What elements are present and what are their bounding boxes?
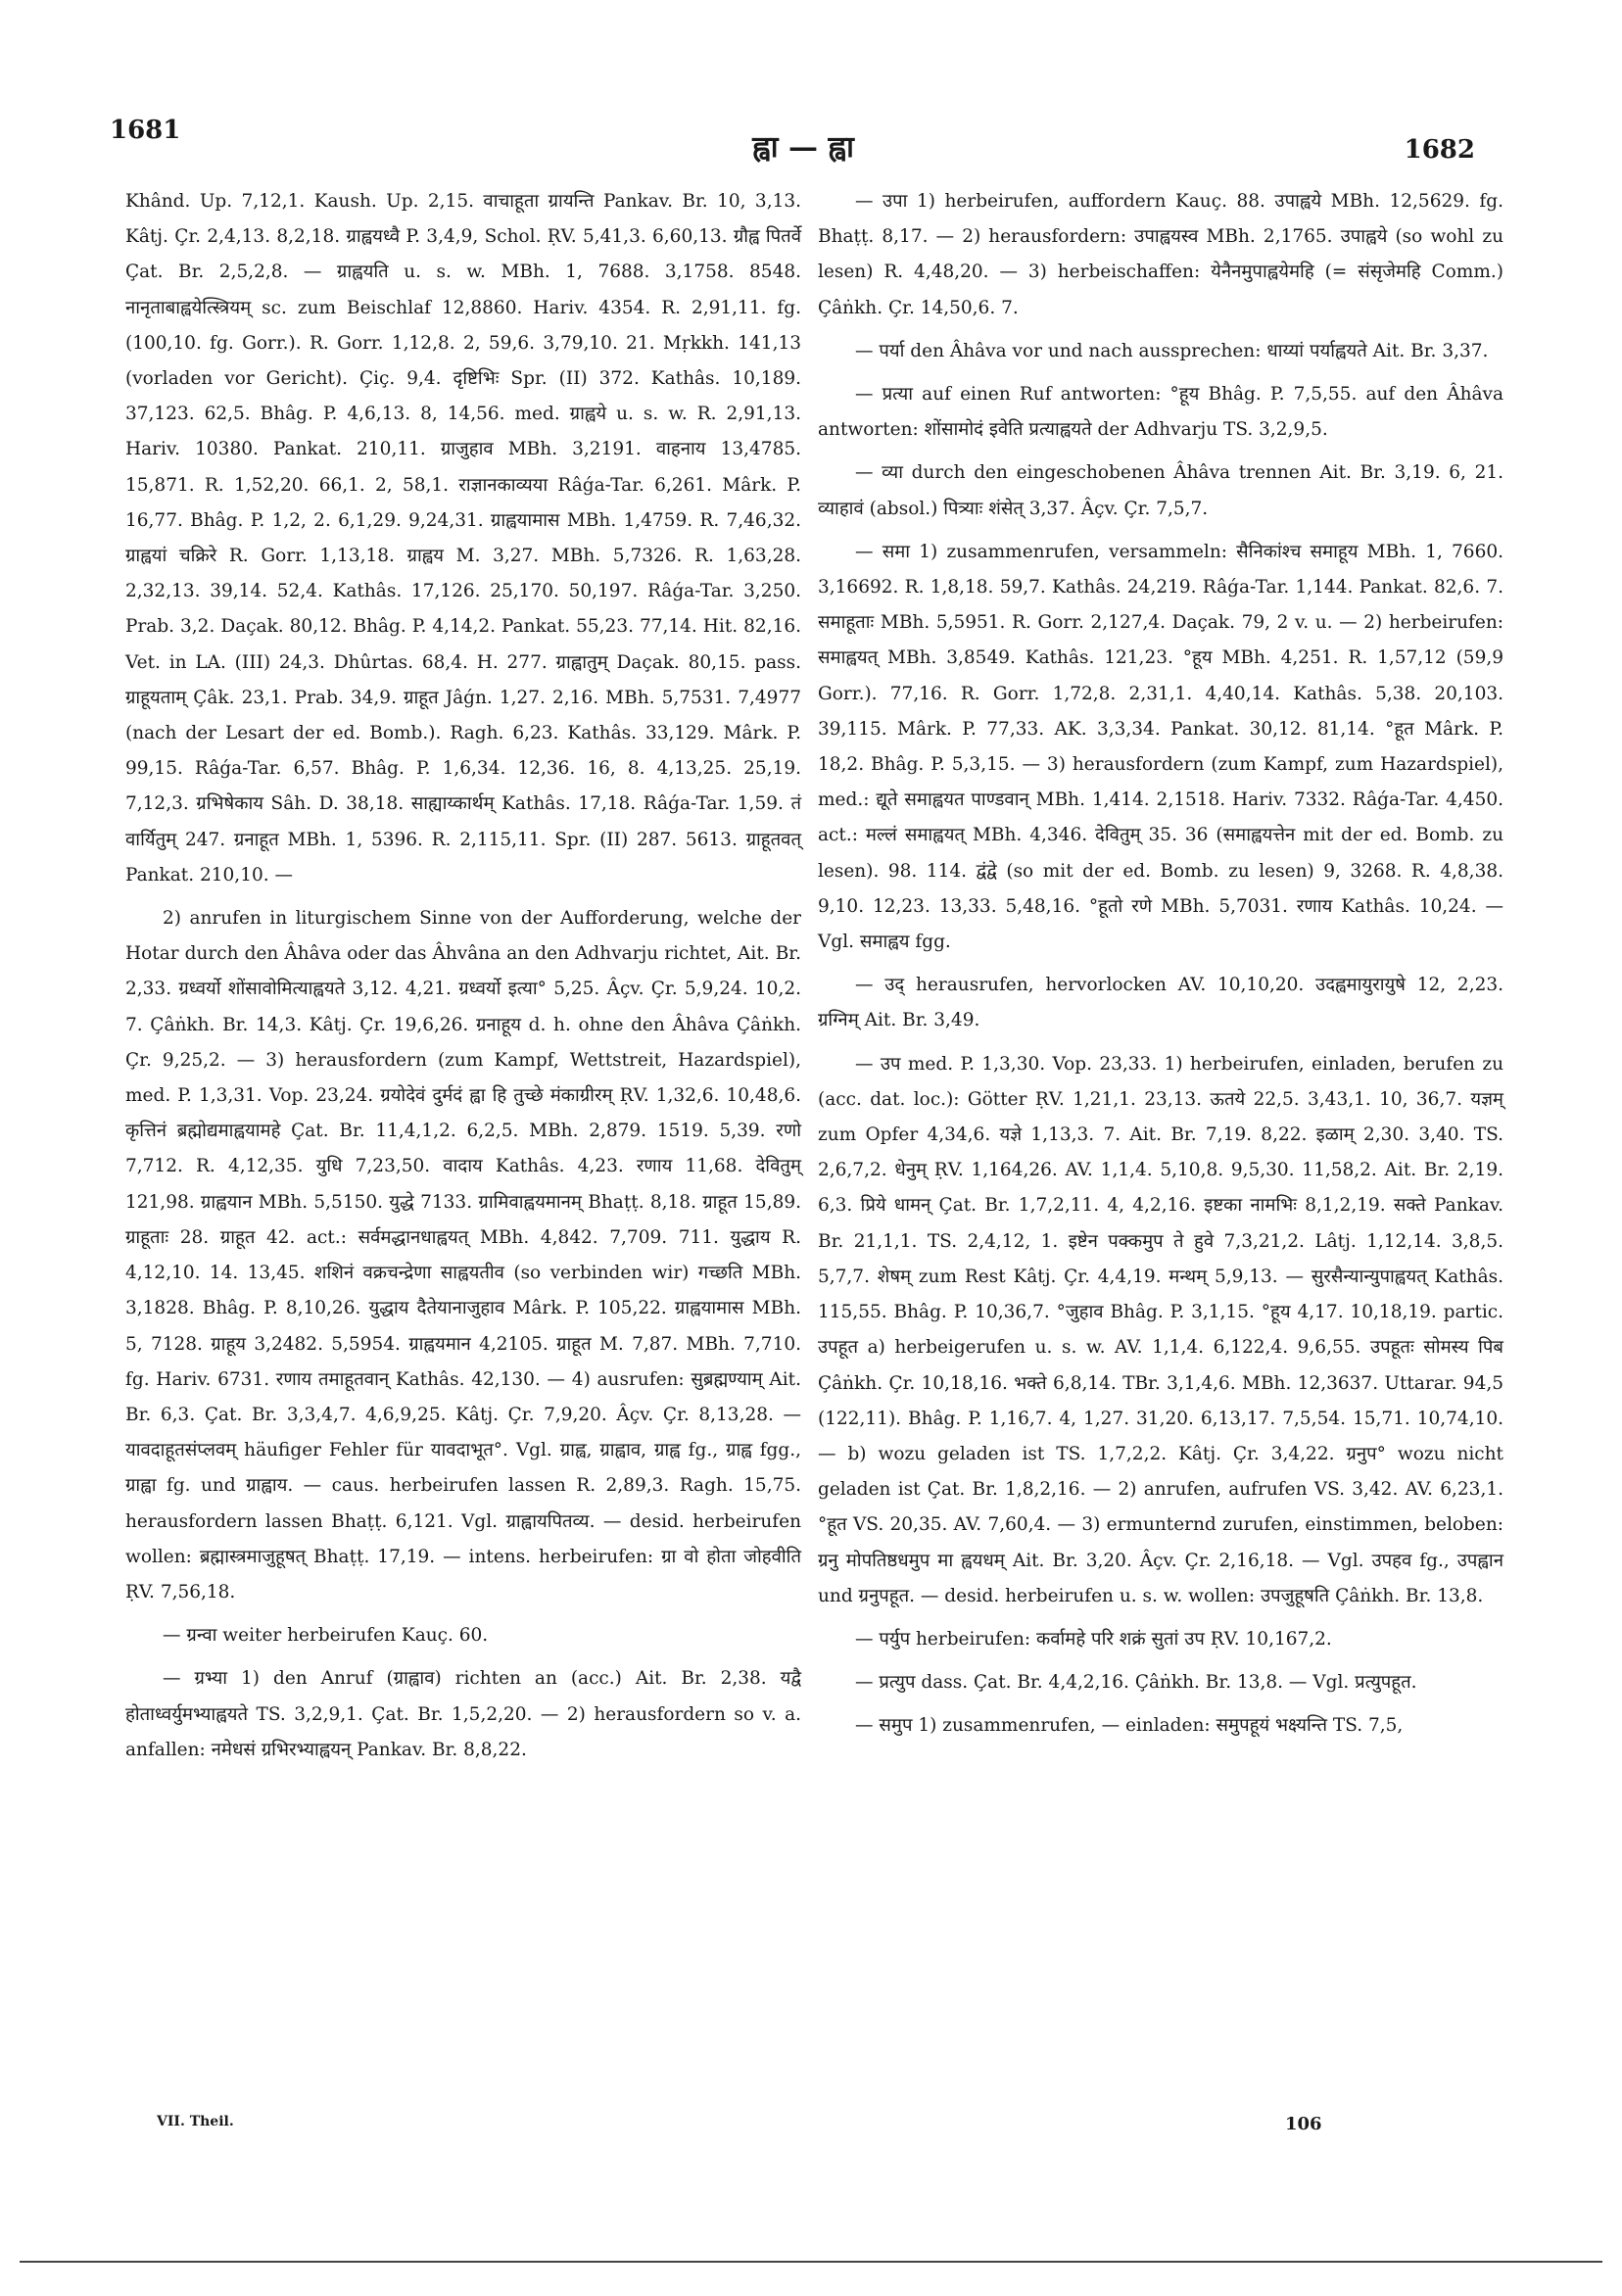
right-column [818, 184, 1503, 1752]
bottom-rule [20, 2261, 1602, 2263]
left-page-number: 1681 [110, 116, 181, 145]
dictionary-paragraph: — समा 1) zusammenrufen, versammeln: सैनिकांश्च समाहूय MBh. 1, 7660. 3,16692. R. 1,8,18. 59,7. Kathâs. 24,219. Râǵa-Tar. 1,144. Pankat. 82,6. 7. समाहूताः MBh. 5,5951. R. Gorr. 2,127,4. Daçak. 79, 2 v. u. — 2) herbeirufen: समाह्वयत् MBh. 3,8549. Kathâs. 121,23. °हूय MBh. 4,251. R. 1,57,12 (59,9 Gorr.). 77,16. R. Gorr. 1,72,8. 2,31,1. 4,40,14. Kathâs. 5,38. 20,103. 39,115. Mârk. P. 77,33. AK. 3,3,34. Pankat. 30,12. 81,14. °हूत Mârk. P. 18,2. Bhâg. P. 5,3,15. — 3) herausfordern (zum Kampf, zum Hazardspiel), med.: द्यूते समाह्वयत पाण्डवान् MBh. 1,414. 2,1518. Hariv. 7332. Râǵa-Tar. 4,450. act.: मल्लं समाह्वयत् MBh. 4,346. देवितुम् 35. 36 (समाह्वयत्तेन mit der ed. Bomb. zu lesen). 98. 114. द्वंद्वे (so mit der ed. Bomb. zu lesen) 9, 3268. R. 4,8,38. 9,10. 12,23. 13,33. 5,48,16. °हूतो रणे MBh. 5,7031. रणाय Kathâs. 10,24. — Vgl. समाह्वय fgg. [818, 541, 1503, 953]
dictionary-paragraph: — उपा 1) herbeirufen, auffordern Kauç. 88. उपाह्वये MBh. 12,5629. fg. Bhaṭṭ. 8,17. — 2) herausfordern: उपाह्वयस्व MBh. 2,1765. उपाह्वये (so wohl zu lesen) R. 4,48,20. — 3) herbeischaffen: येनैनमुपाह्वयेमहि (= संसृजेमहि Comm.) Çâṅkh. Çr. 14,50,6. 7. [818, 191, 1503, 318]
sheet-number: 106 [1285, 2114, 1322, 2134]
right-page-number: 1682 [1404, 135, 1475, 165]
dictionary-paragraph: — ग्रन्वा weiter herbeirufen Kauç. 60. [163, 1625, 489, 1647]
dictionary-paragraph: — प्रत्या auf einen Ruf antworten: °हूय Bhâg. P. 7,5,55. auf den Âhâva antworten: शोंसामोदं इवेति प्रत्याह्वयते der Adhvarju TS. 3,2,9,5. [818, 384, 1503, 441]
dictionary-paragraph: — समुप 1) zusammenrufen, — einladen: समुपहूयं भक्ष्यन्ति TS. 7,5, [855, 1715, 1404, 1737]
dictionary-paragraph: — प्रत्युप dass. Çat. Br. 4,4,2,16. Çâṅkh. Br. 13,8. — Vgl. प्रत्युपहूत. [855, 1672, 1417, 1694]
dictionary-paragraph: — पर्या den Âhâva vor und nach aussprechen: धाय्यां पर्याह्वयते Ait. Br. 3,37. [855, 340, 1489, 361]
dictionary-paragraph: 2) anrufen in liturgischem Sinne von der Aufforderung, welche der Hotar durch den Âhâva oder das Âhvâna an den Adhvarju richtet, Ait. Br. 2,33. ग्रध्वर्यो शोंसावोमित्याह्वयते 3,12. 4,21. ग्रध्वर्यो इत्या° 5,25. Âçv. Çr. 5,9,24. 10,2. 7. Çâṅkh. Br. 14,3. Kâtj. Çr. 19,6,26. ग्रनाहूय d. h. ohne den Âhâva Çâṅkh. Çr. 9,25,2. — 3) herausfordern (zum Kampf, Wettstreit, Hazardspiel), med. P. 1,3,31. Vop. 23,24. ग्रयोदेवं दुर्मदं ह्वा हि तुच्छे मंकाग्रीरम् ṚV. 1,32,6. 10,48,6. कृत्तिनं ब्रह्मोद्यमाह्वयामहे Çat. Br. 11,4,1,2. 6,2,5. MBh. 2,879. 1519. 5,39. रणो 7,712. R. 4,12,35. युधि 7,23,50. वादाय Kathâs. 4,23. रणाय 11,68. देवितुम् 121,98. ग्राह्वयान MBh. 5,5150. युद्धे 7133. ग्रामिवाह्वयमानम् Bhaṭṭ. 8,18. ग्राहूत 15,89. ग्राहूताः 28. ग्राहूत 42. act.: सर्वमद्धानधाह्वयत् MBh. 4,842. 7,709. 711. युद्धाय R. 4,12,10. 14. 13,45. शशिनं वक्रचन्द्रेणा साह्वयतीव (so verbinden wir) गच्छति MBh. 3,1828. Bhâg. P. 8,10,26. युद्धाय दैतेयानाजुहाव Mârk. P. 105,22. ग्राह्वयामास MBh. 5, 7128. ग्राहूय 3,2482. 5,5954. ग्राह्वयमान 4,2105. ग्राहूत M. 7,87. MBh. 7,710. fg. Hariv. 6731. रणाय तमाहूतवान् Kathâs. 42,130. — 4) ausrufen: सुब्रह्मण्याम् Ait. Br. 6,3. Çat. Br. 3,3,4,7. 4,6,9,25. Kâtj. Çr. 7,9,20. Âçv. Çr. 8,13,28. — यावदाहूतसंप्लवम् häufiger Fehler für यावदाभूत°. Vgl. ग्राह्व, ग्राह्वाव, ग्राह्व fg., ग्राह्व fgg., ग्राह्वा fg. und ग्राह्वाय. — caus. herbeirufen lassen R. 2,89,3. Ragh. 15,75. herausfordern lassen Bhaṭṭ. 6,121. Vgl. ग्राह्वायपितव्य. — desid. herbeirufen wollen: ब्रह्मास्त्रमाजुहूषत् Bhaṭṭ. 17,19. — intens. herbeirufen: ग्रा वो होता जोहवीति ṚV. 7,56,18. [125, 908, 801, 1602]
signature-label: VII. Theil. [157, 2114, 234, 2129]
dictionary-paragraph: Khând. Up. 7,12,1. Kaush. Up. 2,15. वाचाहूता ग्रायन्ति Pankav. Br. 10, 3,13. Kâtj. Çr. 2,4,13. 8,2,18. ग्राह्वयध्वै P. 3,4,9, Schol. ṚV. 5,41,3. 6,60,13. ग्रौह्व पितर्वे Çat. Br. 2,5,2,8. — ग्राह्वयति u. s. w. MBh. 1, 7688. 3,1758. 8548. नानृताबाह्वयेत्स्त्रियम् sc. zum Beischlaf 12,8860. Hariv. 4354. R. 2,91,11. fg. (100,10. fg. Gorr.). R. Gorr. 1,12,8. 2, 59,6. 3,79,10. 21. Mṛkkh. 141,13 (vorladen vor Gericht). Çiç. 9,4. दृष्टिभिः Spr. (II) 372. Kathâs. 10,189. 37,123. 62,5. Bhâg. P. 4,6,13. 8, 14,56. med. ग्राह्वये u. s. w. R. 2,91,13. Hariv. 10380. Pankat. 210,11. ग्राजुहाव MBh. 3,2191. वाहनाय 13,4785. 15,871. R. 1,52,20. 66,1. 2, 58,1. राज्ञानकाव्यया Râǵa-Tar. 6,261. Mârk. P. 16,77. Bhâg. P. 1,2, 2. 6,1,29. 9,24,31. ग्राह्वयामास MBh. 1,4759. R. 7,46,32. ग्राह्वयां चक्रिरे R. Gorr. 1,13,18. ग्राह्वय M. 3,27. MBh. 5,7326. R. 1,63,28. 2,32,13. 39,14. 52,4. Kathâs. 17,126. 25,170. 50,197. Râǵa-Tar. 3,250. Prab. 3,2. Daçak. 80,12. Bhâg. P. 4,14,2. Pankat. 55,23. 77,14. Hit. 82,16. Vet. in LA. (III) 24,3. Dhûrtas. 68,4. H. 277. ग्राह्वातुम् Daçak. 80,15. pass. ग्राहूयताम् Çâk. 23,1. Prab. 34,9. ग्राहूत Jâǵn. 1,27. 2,16. MBh. 5,7531. 7,4977 (nach der Lesart der ed. Bomb.). Ragh. 6,23. Kathâs. 33,129. Mârk. P. 99,15. Râǵa-Tar. 6,57. Bhâg. P. 1,6,34. 12,36. 16, 8. 4,13,25. 25,19. 7,12,3. ग्रभिषेकाय Sâh. D. 38,18. साह्याय्कार्थम् Kathâs. 17,18. Râǵa-Tar. 1,59. तं वार्यितुम् 247. ग्रनाहूत MBh. 1, 5396. R. 2,115,11. Spr. (II) 287. 5613. ग्राहूतवत् Pankat. 210,10. — [125, 191, 801, 885]
running-head: ह्वा — ह्वा [752, 130, 854, 165]
dictionary-paragraph: — उद् herausrufen, hervorlocken AV. 10,10,20. उदह्वमायुरायुषे 12, 2,23. ग्रग्निम् Ait. Br. 3,49. [818, 975, 1503, 1031]
dictionary-paragraph: — पर्युप herbeirufen: कर्वामहे परि शक्रं सुतां उप ṚV. 10,167,2. [855, 1628, 1332, 1650]
dictionary-paragraph: — उप med. P. 1,3,30. Vop. 23,33. 1) herbeirufen, einladen, berufen zu (acc. dat. loc.): Götter ṚV. 1,21,1. 23,13. ऊतये 22,5. 3,43,1. 10, 36,7. यज्ञम् zum Opfer 4,34,6. यज्ञे 1,13,3. 7. Ait. Br. 7,19. 8,22. इळाम् 2,30. 3,40. TS. 2,6,7,2. धेनुम् ṚV. 1,164,26. AV. 1,1,4. 5,10,8. 9,5,30. 11,58,2. Ait. Br. 2,19. 6,3. प्रिये धामन् Çat. Br. 1,7,2,11. 4, 4,2,16. इष्टका नामभिः 8,1,2,19. सक्ते Pankav. Br. 21,1,1. TS. 2,4,12, 1. इष्टेन पक्कमुप ते हुवे 7,3,21,2. Lâtj. 1,12,14. 3,8,5. 5,7,7. शेषम् zum Rest Kâtj. Çr. 4,4,19. मन्थम् 5,9,13. — सुरसैन्यान्युपाह्वयत् Kathâs. 115,55. Bhâg. P. 10,36,7. °जुहाव Bhâg. P. 3,1,15. °हूय 4,17. 10,18,19. partic. उपहूत a) herbeigerufen u. s. w. AV. 1,1,4. 6,122,4. 9,6,55. उपहूतः सोमस्य पिब Çâṅkh. Çr. 10,18,16. भक्ते 6,8,14. TBr. 3,1,4,6. MBh. 12,3637. Uttarar. 94,5 (122,11). Bhâg. P. 1,16,7. 4, 1,27. 31,20. 6,13,17. 7,5,54. 15,71. 10,74,10. — b) wozu geladen ist TS. 1,7,2,2. Kâtj. Çr. 3,4,22. ग्रनुप° wozu nicht geladen ist Çat. Br. 1,8,2,16. — 2) anrufen, aufrufen VS. 3,42. AV. 6,23,1. °हूत VS. 20,35. AV. 7,60,4. — 3) ermunternd zurufen, einstimmen, beloben: ग्रनु मोपतिष्ठधमुप मा ह्वयधम् Ait. Br. 3,20. Âçv. Çr. 2,16,18. — Vgl. उपहव fg., उपह्वान und ग्रनुपहूत. — desid. herbeirufen u. s. w. wollen: उपजुहूषति Çâṅkh. Br. 13,8. [818, 1053, 1503, 1606]
dictionary-paragraph: — व्या durch den eingeschobenen Âhâva trennen Ait. Br. 3,19. 6, 21. व्याहावं (absol.) पित्र्याः शंसेत् 3,37. Âçv. Çr. 7,5,7. [818, 462, 1503, 519]
dictionary-paragraph: — ग्रभ्या 1) den Anruf (ग्राह्वाव) richten an (acc.) Ait. Br. 2,38. यद्वै होताध्वर्युमभ्याह्वयते TS. 3,2,9,1. Çat. Br. 1,5,2,20. — 2) herausfordern so v. a. anfallen: नमेधसं ग्रभिरभ्याह्वयन् Pankav. Br. 8,8,22. [125, 1668, 801, 1760]
left-column [125, 184, 801, 1776]
